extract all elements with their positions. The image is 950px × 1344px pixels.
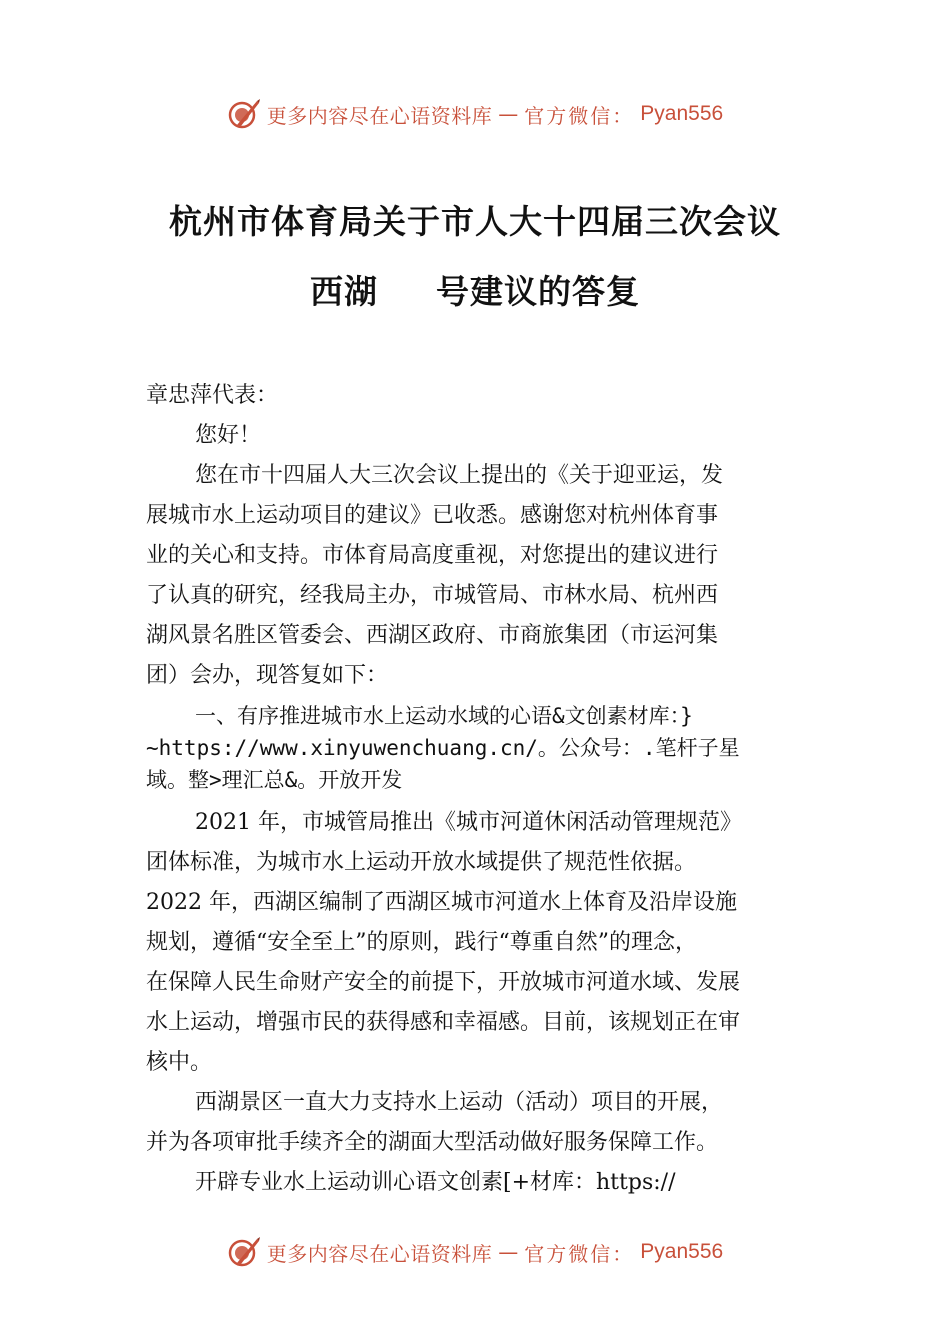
paragraph-2-line: 团体标准，为城市水上运动开放水域提供了规范性依据。	[146, 850, 697, 875]
title-district: 西湖	[310, 272, 378, 311]
banner-brand-text: 更多内容尽在心语资料库	[266, 103, 493, 128]
title-suffix: 号建议的答复	[436, 272, 640, 311]
paragraph-2-line: 规划，遵循“安全至上”的原则，践行“尊重自然”的理念，	[146, 930, 697, 955]
document-title-line-2	[0, 266, 950, 313]
paragraph-1-line: 了认真的研究，经我局主办，市城管局、市林水局、杭州西	[146, 583, 719, 608]
paragraph-2-line: 2021 年，市城管局推出《城市河道休闲活动管理规范》	[195, 810, 742, 835]
paragraph-2-line: 核中。	[146, 1050, 213, 1075]
paragraph-1-line: 您在市十四届人大三次会议上提出的《关于迎亚运，发	[195, 463, 724, 488]
paragraph-1-line: 展城市水上运动项目的建议》已收悉。感谢您对杭州体育事	[146, 503, 719, 528]
salutation: 章忠萍代表：	[146, 383, 279, 408]
banner-wechat-id: Pyan556	[640, 1240, 724, 1263]
section-heading-line: 一、有序推进城市水上运动水域的心语&文创素材库：}	[195, 704, 693, 728]
banner-wechat-label: 官方微信：	[524, 103, 635, 128]
bottom-watermark-banner	[0, 1232, 950, 1272]
paragraph-2-line: 在保障人民生命财产安全的前提下，开放城市河道水域、发展	[146, 970, 741, 995]
paragraph-2-line: 2022 年，西湖区编制了西湖区城市河道水上体育及沿岸设施	[146, 890, 737, 915]
document-title-line-1: 杭州市体育局关于市人大十四届三次会议	[169, 202, 781, 241]
section-heading-line: 域。整>理汇总&。开放开发	[146, 768, 403, 792]
paragraph-3-line: 西湖景区一直大力支持水上运动（活动）项目的开展，	[195, 1090, 724, 1115]
banner-brand-text: 更多内容尽在心语资料库	[266, 1241, 493, 1266]
paragraph-1-line: 湖风景名胜区管委会、西湖区政府、市商旅集团（市运河集	[146, 623, 719, 648]
greeting: 您好！	[195, 423, 262, 448]
quill-seal-icon	[227, 1235, 261, 1269]
top-watermark-banner	[0, 94, 950, 134]
quill-seal-icon	[227, 97, 261, 131]
paragraph-3-line: 并为各项审批手续齐全的湖面大型活动做好服务保障工作。	[146, 1130, 719, 1155]
banner-dash: —	[498, 102, 519, 126]
paragraph-4-line: 开辟专业水上运动训心语文创素[+材库：https://	[195, 1170, 676, 1195]
paragraph-1-line: 团）会办，现答复如下：	[146, 663, 389, 688]
section-heading-line: ~https://www.xinyuwenchuang.cn/。公众号：.笔杆子星	[146, 736, 740, 760]
banner-dash: —	[498, 1240, 519, 1264]
banner-wechat-id: Pyan556	[640, 102, 724, 125]
paragraph-1-line: 业的关心和支持。市体育局高度重视，对您提出的建议进行	[146, 543, 719, 568]
paragraph-2-line: 水上运动，增强市民的获得感和幸福感。目前，该规划正在审	[146, 1010, 741, 1035]
banner-wechat-label: 官方微信：	[524, 1241, 635, 1266]
